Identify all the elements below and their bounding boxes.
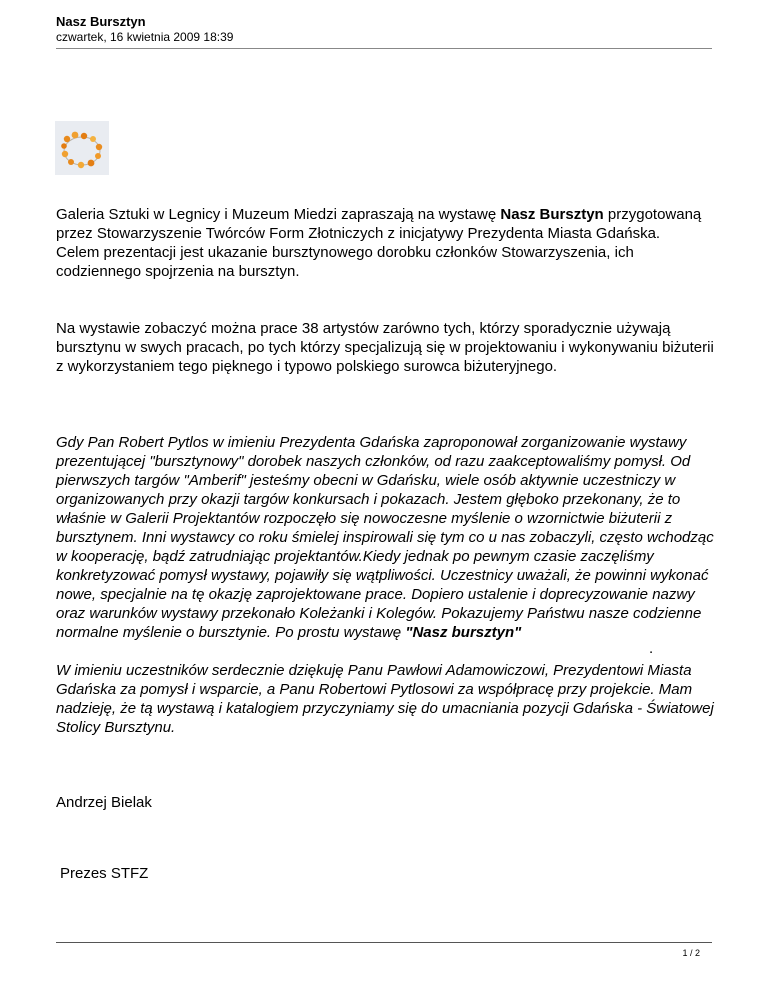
signature-role: Prezes STFZ [60, 865, 149, 882]
amber-bracelet-icon [55, 121, 109, 175]
intro-paragraph: Galeria Sztuki w Legnicy i Muzeum Miedzi zapraszają na wystawę Nasz Bursztyn przygotowaną przez Stowarzyszenie Twórców Form Złotniczych z inicjatywy Prezydenta Miasta Gdańska. [56, 206, 702, 242]
signature-name: Andrzej Bielak [56, 794, 152, 811]
goal-paragraph: Celem prezentacji jest ukazanie bursztynowego dorobku członków Stowarzyszenia, ich codziennego spojrzenia na bursztyn. [56, 244, 634, 280]
quote-bold-title: "Nasz bursztyn" [405, 624, 522, 641]
thanks-paragraph: W imieniu uczestników serdecznie dziękuję Panu Pawłowi Adamowiczowi, Prezydentowi Miasta Gdańska za pomysł i wsparcie, a Panu Robertowi Pytlosowi za współpracę przy projekcie. Mam nadzieję, że tą wystawą i katalogiem przyczyniamy się do umacniania pozycji Gdańska - Światowej Stolicy Bursztynu. [56, 662, 714, 736]
exhibition-paragraph: Na wystawie zobaczyć można prace 38 artystów zarówno tych, którzy sporadycznie używają bursztynu w swych pracach, po tych którzy specjalizują się w projektowaniu i wykonywaniu biżuterii z wykorzystaniem tego pięknego i typowo polskiego surowca biżuteryjnego. [56, 320, 714, 375]
trailing-dot: . [649, 640, 654, 657]
amber-bracelet-image[interactable] [55, 121, 109, 175]
exhibition-name: Nasz Bursztyn [500, 206, 604, 223]
article-date: czwartek, 16 kwietnia 2009 18:39 [56, 30, 234, 44]
footer-divider [56, 942, 712, 943]
header-divider [56, 48, 712, 49]
page-number: 1 / 2 [682, 948, 700, 958]
quote-paragraph: Gdy Pan Robert Pytlos w imieniu Prezydenta Gdańska zaproponował zorganizowanie wystawy prezentującej "bursztynowy" dorobek naszych członków, od razu zaakceptowaliśmy pomysł. Od pierwszych targów "Amberif" jesteśmy obecni w Gdańsku, wiele osób aktywnie uczestniczy w organizowanych przy okazji targów konkursach i pokazach. Jestem głęboko przekonany, że to właśnie w Galerii Projektantów rozpoczęło się nowoczesne myślenie o wzornictwie biżuterii z bursztynem. Inni wystawcy co roku śmielej inspirowali się tym co u nas zobaczyli, często wchodząc w kooperację, bądź zatrudniając projektantów.Kiedy jednak po pewnym czasie zaczęliśmy konkretyzować pomysł wystawy, pojawiły się wątpliwości. Uczestnicy uważali, że powinni wykonać nowe, specjalnie na tę okazję zaprojektowane prace. Dopiero ustalenie i doprecyzowanie nazwy oraz warunków wystawy przekonało Koleżanki i Kolegów. Pokazujemy Państwu nasze codzienne normalne myślenie o bursztynie. Po prostu wystawę "Nasz bursztyn" [56, 434, 714, 641]
article-title: Nasz Bursztyn [56, 14, 146, 29]
article-body [56, 205, 716, 737]
